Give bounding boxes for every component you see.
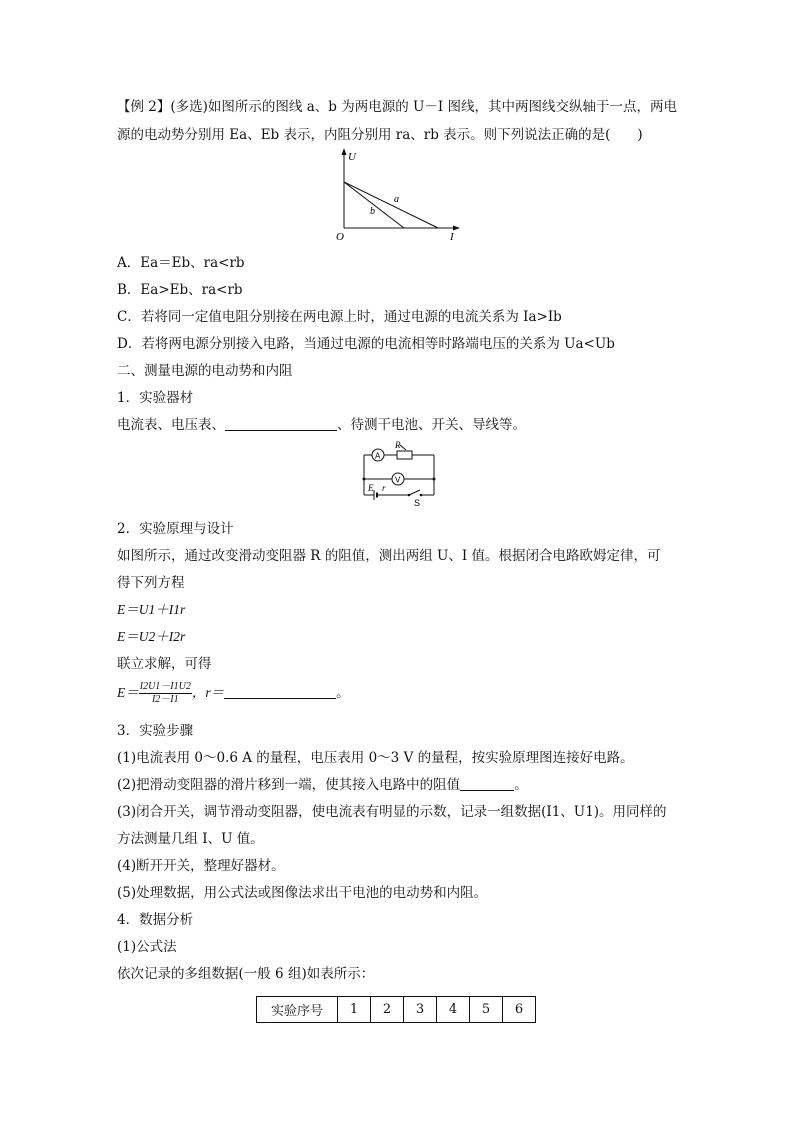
circuit-diagram: [360, 440, 438, 508]
example-line-1: [117, 98, 677, 116]
step-1: (1)电流表用 0～0.6 A 的量程，电压表用 0～3 V 的量程，按实验原理图连接好电路。: [117, 750, 634, 766]
emf-denominator: I2－I1: [151, 694, 179, 705]
table-header-cell: 实验序号: [257, 997, 338, 1023]
table-cell: 1: [338, 997, 371, 1023]
resistor-symbol: [397, 451, 412, 459]
step-5: (5)处理数据，用公式法或图像法求出干电池的电动势和内阻。: [117, 885, 488, 901]
analysis-heading: 4．数据分析: [117, 912, 194, 928]
solve-text: 联立求解，可得: [117, 656, 212, 672]
internal-resistance-label: r: [382, 483, 386, 493]
emf-formula-line: [117, 679, 350, 707]
switch-blade: [409, 490, 420, 495]
formula-method-heading: (1)公式法: [117, 939, 177, 955]
example-question-line-2: 源的电动势分别用 Ea、Eb 表示，内阻分别用 ra、rb 表示。则下列说法正确的是( ): [117, 127, 643, 143]
option-b: B．Ea>Eb、ra<rb: [117, 282, 243, 298]
steps-heading: 3．实验步骤: [117, 723, 194, 739]
step-4: (4)断开开关，整理好器材。: [117, 858, 285, 874]
section-heading: 二、测量电源的电动势和内阻: [117, 363, 293, 379]
example-tag: 【例 2】: [117, 99, 171, 115]
origin-label: O: [336, 231, 344, 242]
table-cell: 6: [503, 997, 536, 1023]
line-b: [344, 182, 404, 228]
option-d: D．若将两电源分别接入电路，当通过电源的电流相等时路端电压的关系为 Ua<Ub: [117, 336, 615, 352]
equipment-blank: [225, 418, 337, 431]
switch-label: S: [414, 498, 421, 508]
table-cell: 2: [371, 997, 404, 1023]
i-axis-label: I: [450, 231, 454, 242]
emf-fraction: [139, 681, 192, 706]
principle-line-2: 得下列方程: [117, 575, 185, 591]
data-table: [256, 996, 536, 1023]
equipment-text-after: 、待测干电池、开关、导线等。: [337, 417, 526, 433]
emf-label: E: [368, 483, 374, 493]
u-axis-label: U: [348, 151, 356, 163]
table-intro: 依次记录的多组数据(一般 6 组)如表所示：: [117, 966, 375, 982]
step-3-line-2: 方法测量几组 I、U 值。: [117, 831, 264, 847]
table-cell: 3: [404, 997, 437, 1023]
equipment-text-before: 电流表、电压表、: [117, 417, 225, 433]
equation-1: E＝U1＋I1r: [117, 602, 186, 617]
formula-end: 。: [336, 685, 350, 701]
line-a-label: a: [394, 194, 399, 205]
ammeter-label: A: [375, 451, 381, 461]
step-2: [117, 776, 528, 794]
equipment-heading: 1．实验器材: [117, 390, 194, 406]
step-2-text: (2)把滑动变阻器的滑片移到一端，使其接入电路中的阻值: [117, 777, 461, 793]
option-c: C．若将同一定值电阻分别接在两电源上时，通过电源的电流关系为 Ia>Ib: [117, 309, 562, 325]
step-2-blank: [460, 778, 514, 791]
table-cell: 5: [470, 997, 503, 1023]
equipment-line: [117, 416, 526, 434]
principle-line-1: 如图所示，通过改变滑动变阻器 R 的阻值，测出两组 U、I 值。根据闭合电路欧姆定律，可: [117, 548, 661, 564]
example-question-line-1: (多选)如图所示的图线 a、b 为两电源的 U－I 图线，其中两图线交纵轴于一点，两电: [170, 99, 677, 115]
line-a: [344, 182, 438, 228]
emf-numerator: I2U1－I1U2: [139, 681, 191, 692]
u-axis-arrow: [342, 148, 347, 155]
table-row: [257, 997, 536, 1023]
step-2-end: 。: [514, 777, 528, 793]
voltmeter-label: V: [395, 475, 401, 485]
principle-heading: 2．实验原理与设计: [117, 521, 234, 537]
table-cell: 4: [437, 997, 470, 1023]
r-blank: [224, 686, 336, 699]
r-lhs: ，r＝: [191, 685, 225, 700]
step-3-line-1: (3)闭合开关，调节滑动变阻器，使电流表有明显的示数，记录一组数据(I1、U1)。用同样的: [117, 804, 667, 820]
equation-2: E＝U2＋I2r: [117, 629, 186, 644]
emf-lhs: E＝: [117, 685, 139, 700]
option-a: A．Ea＝Eb、ra<rb: [117, 255, 245, 271]
ui-graph: [334, 146, 464, 242]
rheostat-arrow: [400, 445, 406, 450]
resistor-label: R: [395, 440, 401, 450]
i-axis-arrow: [453, 226, 460, 231]
line-b-label: b: [370, 206, 375, 217]
